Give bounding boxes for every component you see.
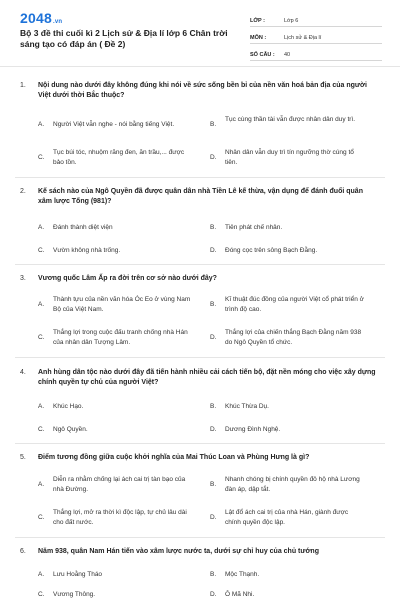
option-letter: A. <box>38 121 45 128</box>
option-letter: D. <box>210 247 217 254</box>
question-divider <box>15 177 385 178</box>
question-divider <box>15 537 385 538</box>
option-letter: D. <box>210 154 217 161</box>
option-text: Thắng lợi, mở ra thời kì độc lập, tự chủ lâu dài cho đất nước. <box>53 509 187 526</box>
meta-row-subject <box>250 29 382 44</box>
logo-suffix: .vn <box>52 19 63 25</box>
option-text: Tục cùng thần tài vẫn được nhân dân duy trì. <box>225 116 356 123</box>
option-letter: B. <box>210 403 217 410</box>
logo-text: 2048 <box>20 10 52 26</box>
option-text: Thành tựu của nền văn hóa Óc Eo ở vùng Nam Bộ của Việt Nam. <box>53 296 191 313</box>
question-text: Kế sách nào của Ngô Quyền đã được quân dân nhà Tiền Lê kế thừa, vận dụng để đánh đuổi quân xâm lược Tống (981)? <box>38 188 363 205</box>
option-text: Dương Đình Nghệ. <box>225 426 281 433</box>
option-letter: A. <box>38 403 45 410</box>
option-text: Nhanh chóng bị chính quyền đô hộ nhà Lương đàn áp, dập tắt. <box>225 476 360 493</box>
option-letter: B. <box>210 224 217 231</box>
option-letter: C. <box>38 426 45 433</box>
meta-label: SỐ CÂU : <box>250 52 275 58</box>
option-text: Đóng cọc trên sông Bạch Đằng. <box>225 247 318 254</box>
option-letter: B. <box>210 481 217 488</box>
question-number: 5. <box>20 454 26 461</box>
option-text: Tiên phát chế nhân. <box>225 224 283 231</box>
option-text: Ngô Quyền. <box>53 426 88 433</box>
option-letter: A. <box>38 301 45 308</box>
option-letter: C. <box>38 334 45 341</box>
meta-row-count <box>250 46 382 61</box>
option-text: Tục búi tóc, nhuộm răng đen, ăn trầu,... được bảo tồn. <box>53 149 185 166</box>
question-divider <box>15 443 385 444</box>
meta-label: LỚP : <box>250 18 265 24</box>
page-title: Bộ 3 đề thi cuối kì 2 Lịch sử & Địa lí lớp 6 Chân trời sáng tạo có đáp án ( Đề 2) <box>20 28 228 49</box>
option-text: Đánh thành diệt viện <box>53 224 113 231</box>
question-number: 2. <box>20 188 26 195</box>
option-text: Khúc Thừa Dụ. <box>225 403 269 410</box>
option-letter: C. <box>38 514 45 521</box>
option-text: Vương Thông. <box>53 591 96 598</box>
meta-row-class <box>250 12 382 27</box>
option-letter: B. <box>210 121 217 128</box>
option-letter: C. <box>38 154 45 161</box>
question-number: 3. <box>20 275 26 282</box>
option-text: Kĩ thuật đúc đồng của người Việt cổ phát triển ở trình độ cao. <box>225 296 364 313</box>
meta-value: Lớp 6 <box>284 18 299 24</box>
question-text: Điểm tương đồng giữa cuộc khởi nghĩa của Mai Thúc Loan và Phùng Hưng là gì? <box>38 454 310 461</box>
option-letter: D. <box>210 426 217 433</box>
question-number: 4. <box>20 369 26 376</box>
question-text: Nội dung nào dưới đây không đúng khi nói về sức sống bền bỉ của nền văn hoá bản địa của người Việt dưới thời Bắc thuộc? <box>38 82 367 99</box>
meta-label: MÔN : <box>250 35 267 41</box>
site-logo[interactable] <box>20 10 62 26</box>
option-letter: A. <box>38 224 45 231</box>
option-letter: B. <box>210 301 217 308</box>
question-text: Vương quốc Lâm Ấp ra đời trên cơ sở nào dưới đây? <box>38 275 217 282</box>
question-divider <box>15 357 385 358</box>
option-letter: A. <box>38 481 45 488</box>
option-text: Ô Mã Nhi. <box>225 591 255 598</box>
meta-value: 40 <box>284 52 291 58</box>
option-text: Mộc Thạnh. <box>225 571 260 578</box>
exam-meta <box>250 12 382 63</box>
meta-value: Lịch sử & Địa lí <box>284 35 322 41</box>
option-text: Người Việt vẫn nghe - nói bằng tiếng Việt. <box>53 121 175 128</box>
option-text: Thắng lợi của chiến thắng Bạch Đằng năm 938 do Ngô Quyền tổ chức. <box>225 329 362 346</box>
option-letter: B. <box>210 571 217 578</box>
option-letter: D. <box>210 334 217 341</box>
question-number: 6. <box>20 548 26 555</box>
option-text: Lưu Hoằng Tháo <box>53 571 103 578</box>
option-text: Diễn ra nhằm chống lại ách cai trị tàn bạo của nhà Đường. <box>53 476 186 493</box>
question-text: Anh hùng dân tộc nào dưới đây đã tiến hành nhiều cải cách tiến bộ, đặt nền móng cho việc xây dựng chính quyền tự chủ của người Việt? <box>38 369 376 386</box>
option-text: Nhân dân vẫn duy trì tín ngưỡng thờ cúng tổ tiên. <box>225 149 354 166</box>
header <box>0 0 400 67</box>
option-letter: A. <box>38 571 45 578</box>
option-letter: C. <box>38 591 45 598</box>
option-text: Lật đổ ách cai trị của nhà Hán, giành được chính quyền độc lập. <box>225 509 349 526</box>
question-text: Năm 938, quân Nam Hán tiến vào xâm lược nước ta, dưới sự chỉ huy của chủ tướng <box>38 548 319 555</box>
option-letter: C. <box>38 247 45 254</box>
option-text: Vườn không nhà trống. <box>53 247 121 254</box>
option-letter: D. <box>210 514 217 521</box>
question-divider <box>15 264 385 265</box>
option-text: Thắng lợi trong cuộc đấu tranh chống nhà Hán của nhân dân Tượng Lâm. <box>53 329 188 346</box>
question-number: 1. <box>20 82 26 89</box>
option-letter: D. <box>210 591 217 598</box>
option-text: Khúc Hạo. <box>53 403 84 410</box>
